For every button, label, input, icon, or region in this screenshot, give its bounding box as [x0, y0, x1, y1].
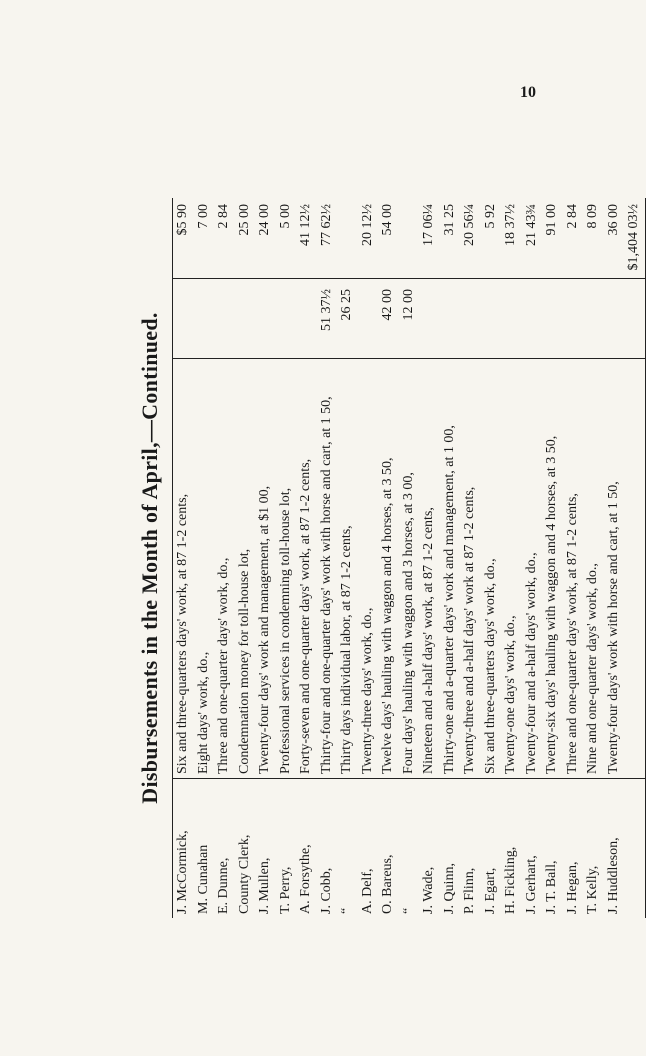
payee-cell: J. Mullen,: [255, 778, 276, 918]
description-cell: Thirty days individual labor, at 87 1-2 cents,: [337, 358, 358, 778]
payee-cell: J. Cobb,: [317, 778, 338, 918]
amount-cell: 91 00: [544, 204, 559, 236]
description-cell: Twenty-three and a-half days' work at 87 1-2 cents,: [460, 358, 481, 778]
amount-cell: 18 37½: [503, 204, 518, 246]
description-cell: Twenty-three days' work, do.,: [358, 358, 379, 778]
description-cell: Eight days' work, do.,: [194, 358, 215, 778]
amount-cell: [337, 198, 358, 278]
ledger-title: Disbursements in the Month of April,—Continued.: [137, 312, 162, 804]
amount-cell: 20 56¼: [462, 204, 477, 246]
description-cell: Twenty-four days' work and management, at $1 00,: [255, 358, 276, 778]
payee-cell: P. Flinn,: [460, 778, 481, 918]
amount-cell: 54 00: [380, 204, 395, 236]
amount-cell: 36 00: [605, 204, 621, 236]
payee-cell: County Clerk,: [235, 778, 256, 918]
subtotal-cell: [255, 278, 276, 358]
amount-cell: $5 90: [175, 204, 190, 236]
subtotal-cell: [194, 278, 215, 358]
amount-cell: 24 00: [257, 204, 272, 236]
description-cell: Professional services in condemning toll-house lot,: [276, 358, 297, 778]
amount-cell: 17 06¼: [421, 204, 436, 246]
subtotal-cell: [563, 278, 584, 358]
ledger-table: [172, 198, 646, 918]
subtotal-cell: [173, 278, 194, 358]
amount-cell: 5 92: [482, 204, 498, 229]
description-cell: Twenty-one days' work, do.,: [501, 358, 522, 778]
subtotal-cell: 26 25: [337, 278, 358, 358]
payee-cell: “: [337, 778, 358, 918]
subtotal-cell: [296, 278, 317, 358]
amount-cell: 77 62½: [318, 204, 334, 246]
payee-cell: H. Fickling,: [501, 778, 522, 918]
amount-cell: 20 12½: [359, 204, 375, 246]
description-cell: Six and three-quarters days' work, at 87 1-2 cents,: [173, 358, 194, 778]
subtotal-cell: 51 37½: [317, 278, 338, 358]
payee-cell: O. Bareus,: [378, 778, 399, 918]
description-cell: Nine and one-quarter days' work, do.,: [583, 358, 604, 778]
subtotal-cell: [583, 278, 604, 358]
payee-cell: J. Huddleson,: [604, 778, 625, 918]
subtotal-cell: [604, 278, 625, 358]
description-cell: Thirty-four and one-quarter days' work with horse and cart, at 1 50,: [317, 358, 338, 778]
payee-cell: J. McCormick,: [173, 778, 194, 918]
total-row-spacer: [624, 358, 645, 778]
payee-cell: J. T. Ball,: [542, 778, 563, 918]
description-cell: Condemnation money for toll-house lot,: [235, 358, 256, 778]
amount-cell: 2 84: [216, 204, 231, 229]
payee-cell: J. Hegan,: [563, 778, 584, 918]
total-row-spacer: [624, 778, 645, 918]
description-cell: Thirty-one and a-quarter days' work and management, at 1 00,: [440, 358, 461, 778]
amount-cell: 31 25: [441, 204, 457, 236]
description-cell: Six and three-quarters days' work, do.,: [481, 358, 502, 778]
total-row-spacer: [624, 278, 645, 358]
payee-cell: A. Delf,: [358, 778, 379, 918]
subtotal-cell: [440, 278, 461, 358]
amount-cell: 41 12½: [298, 204, 313, 246]
subtotal-cell: [419, 278, 440, 358]
payee-cell: T. Perry,: [276, 778, 297, 918]
amount-cell: 2 84: [564, 204, 580, 229]
description-cell: Four days' hauling with waggon and 3 horses, at 3 00,: [399, 358, 420, 778]
description-cell: Twelve days' hauling with waggon and 4 horses, at 3 50,: [378, 358, 399, 778]
subtotal-cell: [522, 278, 543, 358]
payee-cell: J. Quinn,: [440, 778, 461, 918]
payee-cell: A. Forsythe,: [296, 778, 317, 918]
description-cell: Three and one-quarter days' work, do.,: [214, 358, 235, 778]
description-cell: Three and one-quarter days' work, at 87 1-2 cents,: [563, 358, 584, 778]
amount-cell: 8 09: [585, 204, 600, 229]
amount-cell: 7 00: [195, 204, 211, 229]
payee-cell: T. Kelly,: [583, 778, 604, 918]
amount-cell: 25 00: [236, 204, 252, 236]
subtotal-cell: 12 00: [399, 278, 420, 358]
subtotal-cell: [235, 278, 256, 358]
description-cell: Twenty-six days' hauling with waggon and 4 horses, at 3 50,: [542, 358, 563, 778]
description-cell: Twenty-four days' work with horse and cart, at 1 50,: [604, 358, 625, 778]
payee-cell: E. Dunne,: [214, 778, 235, 918]
payee-cell: J. Gerhart,: [522, 778, 543, 918]
subtotal-cell: [460, 278, 481, 358]
subtotal-cell: [276, 278, 297, 358]
payee-cell: M. Cunahan: [194, 778, 215, 918]
payee-cell: J. Wade,: [419, 778, 440, 918]
payee-cell: “: [399, 778, 420, 918]
amount-cell: 5 00: [277, 204, 293, 229]
description-cell: Twenty-four and a-half days' work, do.,: [522, 358, 543, 778]
description-cell: Forty-seven and one-quarter days' work, at 87 1-2 cents,: [296, 358, 317, 778]
subtotal-cell: [358, 278, 379, 358]
subtotal-cell: [214, 278, 235, 358]
amount-cell: [399, 198, 420, 278]
description-cell: Nineteen and a-half days' work, at 87 1-2 cents,: [419, 358, 440, 778]
page-number: 10: [520, 84, 536, 101]
subtotal-cell: [501, 278, 522, 358]
disbursements-ledger: [128, 198, 641, 918]
subtotal-cell: [542, 278, 563, 358]
subtotal-cell: 42 00: [378, 278, 399, 358]
total-amount: $1,404 03½: [626, 204, 641, 271]
payee-cell: J. Egart,: [481, 778, 502, 918]
amount-cell: 21 43¾: [523, 204, 539, 246]
subtotal-cell: [481, 278, 502, 358]
